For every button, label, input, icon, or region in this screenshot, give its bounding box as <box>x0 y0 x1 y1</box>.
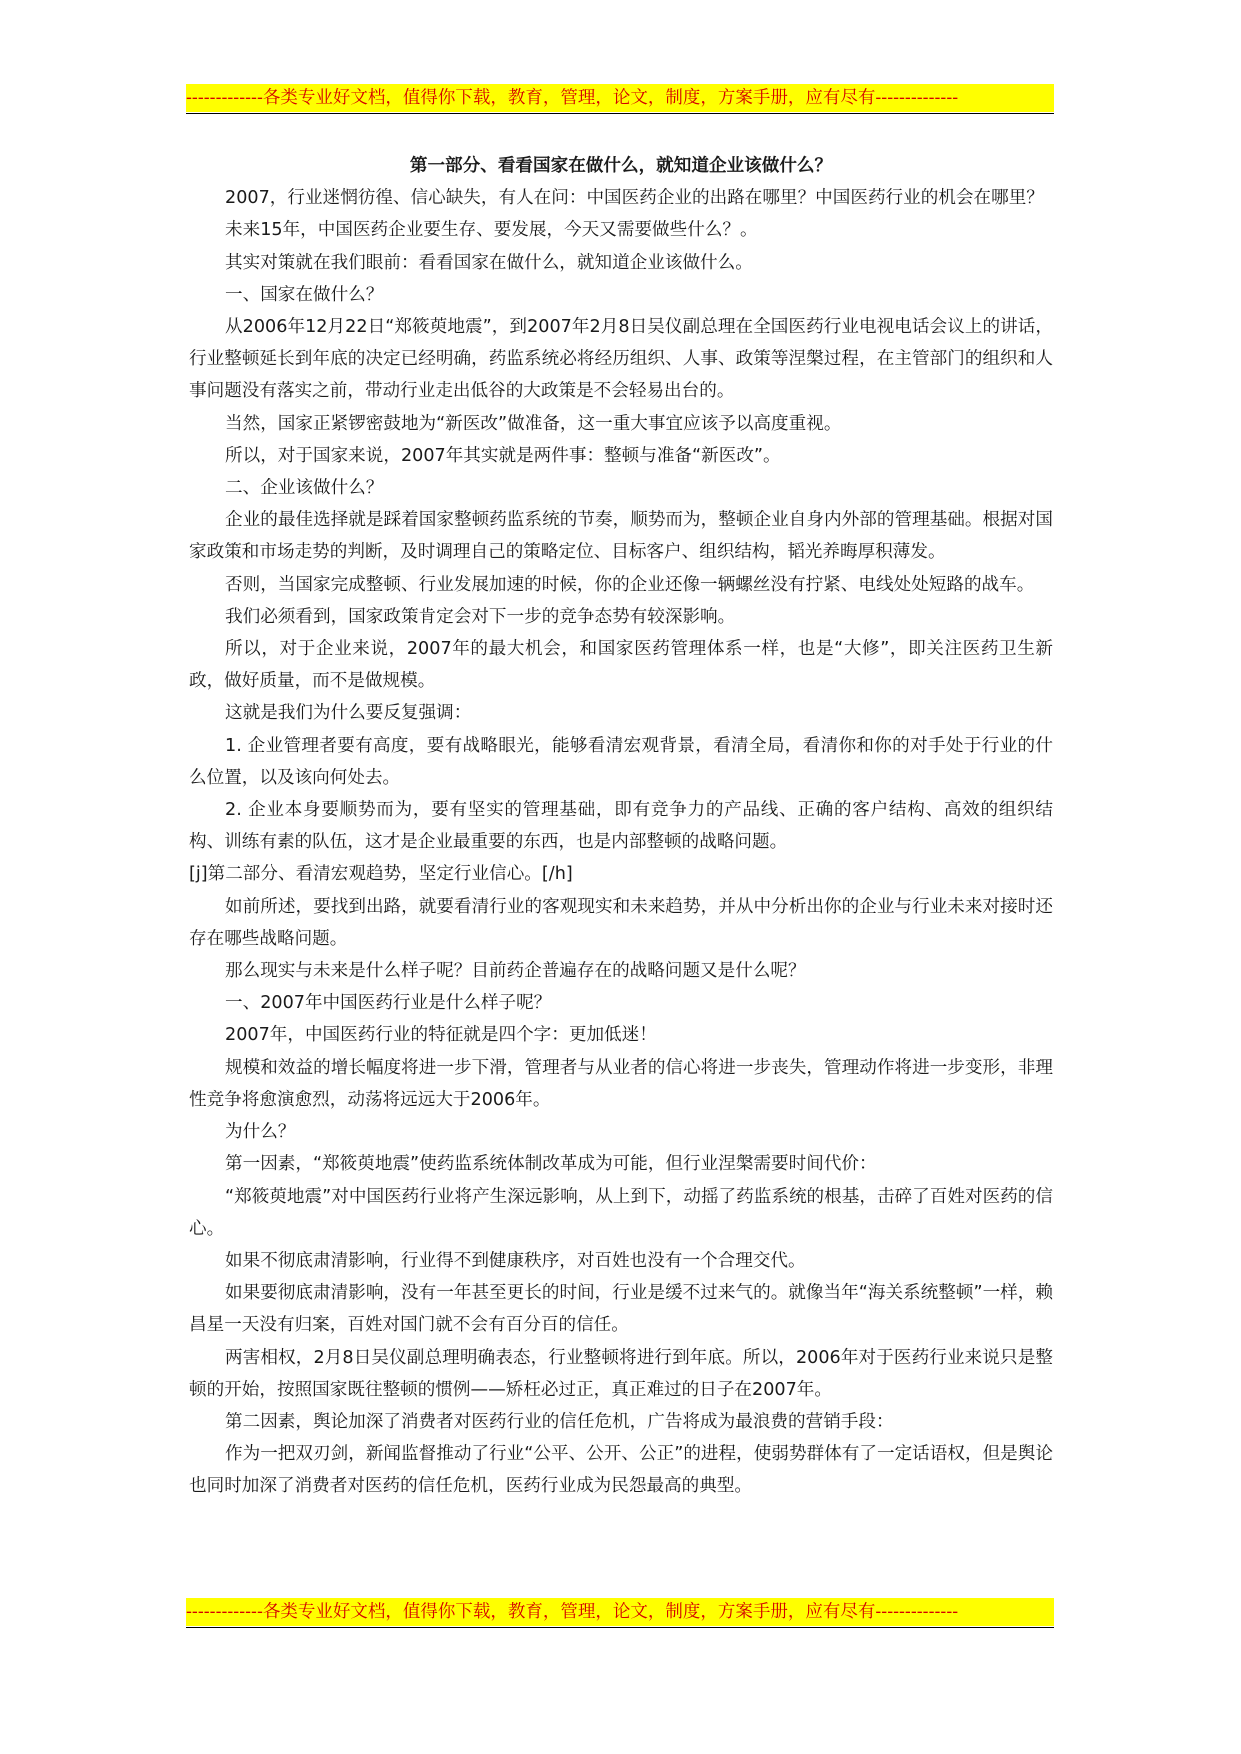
paragraph: 我们必须看到，国家政策肯定会对下一步的竞争态势有较深影响。 <box>225 606 736 627</box>
paragraph: 为什么？ <box>225 1122 296 1143</box>
paragraph: 如果不彻底肃清影响，行业得不到健康秩序，对百姓也没有一个合理交代。 <box>225 1250 806 1271</box>
header-banner: -------------各类专业好文档，值得你下载，教育，管理，论文，制度，方案手册，应有尽有-------------- <box>186 84 1054 112</box>
paragraph: 未来15年，中国医药企业要生存、要发展，今天又需要做些什么？。 <box>225 220 758 241</box>
paragraph: 二、企业该做什么？ <box>225 478 384 499</box>
header-rule <box>186 113 1054 114</box>
footer-rule <box>186 1627 1054 1628</box>
paragraph: 第二因素，舆论加深了消费者对医药行业的信任危机，广告将成为最浪费的营销手段： <box>225 1411 894 1432</box>
section-2-heading: [j]第二部分、看清宏观趋势，坚定行业信心。[/h] <box>189 864 573 885</box>
paragraph: 从2006年12月22日“郑筱萸地震”，到2007年2月8日吴仪副总理在全国医药行业电视电话会议上的讲话，行业整顿延长到年底的决定已经明确，药监系统必将经历组织、人事、政策等涅槃过程，在主管部门的组织和人事问题没有落实之前，带动行业走出低谷的大政策是不会轻易出台的。 <box>189 317 1053 402</box>
document-body <box>189 150 1053 1503</box>
paragraph: 一、国家在做什么？ <box>225 284 384 305</box>
paragraph: 一、2007年中国医药行业是什么样子呢？ <box>225 993 552 1014</box>
paragraph: 第一因素，“郑筱萸地震”使药监系统体制改革成为可能，但行业涅槃需要时间代价： <box>225 1154 877 1175</box>
paragraph: 所以，对于企业来说，2007年的最大机会，和国家医药管理体系一样，也是“大修”，即关注医药卫生新政，做好质量，而不是做规模。 <box>189 639 1053 692</box>
paragraph: 其实对策就在我们眼前：看看国家在做什么，就知道企业该做什么。 <box>225 252 753 273</box>
paragraph: 如果要彻底肃清影响，没有一年甚至更长的时间，行业是缓不过来气的。就像当年“海关系统整顿”一样，赖昌星一天没有归案，百姓对国门就不会有百分百的信任。 <box>189 1283 1053 1336</box>
paragraph: 两害相权，2月8日吴仪副总理明确表态，行业整顿将进行到年底。所以，2006年对于医药行业来说只是整顿的开始，按照国家既往整顿的惯例——矫枉必过正，真正难过的日子在2007年。 <box>189 1347 1053 1400</box>
section-2-paragraphs <box>189 891 1053 1503</box>
section-title: 第一部分、看看国家在做什么，就知道企业该做什么？ <box>409 156 833 176</box>
section-1-paragraphs <box>189 182 1053 858</box>
paragraph: 2007，行业迷惘彷徨、信心缺失，有人在问：中国医药企业的出路在哪里？中国医药行业的机会在哪里？ <box>225 188 1044 209</box>
paragraph: 企业的最佳选择就是踩着国家整顿药监系统的节奏，顺势而为，整顿企业自身内外部的管理基础。根据对国家政策和市场走势的判断，及时调理自己的策略定位、目标客户、组织结构，韬光养晦厚积薄发。 <box>189 510 1053 563</box>
paragraph: 1. 企业管理者要有高度，要有战略眼光，能够看清宏观背景，看清全局，看清你和你的对手处于行业的什么位置，以及该向何处去。 <box>189 735 1053 788</box>
paragraph: 作为一把双刃剑，新闻监督推动了行业“公平、公开、公正”的进程，使弱势群体有了一定话语权，但是舆论也同时加深了消费者对医药的信任危机，医药行业成为民怨最高的典型。 <box>189 1444 1053 1497</box>
paragraph: 否则，当国家完成整顿、行业发展加速的时候，你的企业还像一辆螺丝没有拧紧、电线处处短路的战车。 <box>225 574 1035 595</box>
paragraph: 这就是我们为什么要反复强调： <box>225 703 472 724</box>
paragraph: 当然，国家正紧锣密鼓地为“新医改”做准备，这一重大事宜应该予以高度重视。 <box>225 413 842 434</box>
paragraph: 所以，对于国家来说，2007年其实就是两件事：整顿与准备“新医改”。 <box>225 445 781 466</box>
paragraph: 2. 企业本身要顺势而为，要有坚实的管理基础，即有竞争力的产品线、正确的客户结构、高效的组织结构、训练有素的队伍，这才是企业最重要的东西，也是内部整顿的战略问题。 <box>189 800 1053 853</box>
paragraph: 规模和效益的增长幅度将进一步下滑，管理者与从业者的信心将进一步丧失，管理动作将进一步变形，非理性竞争将愈演愈烈，动荡将远远大于2006年。 <box>189 1057 1053 1110</box>
paragraph: 那么现实与未来是什么样子呢？目前药企普遍存在的战略问题又是什么呢？ <box>225 961 806 982</box>
paragraph: “郑筱萸地震”对中国医药行业将产生深远影响，从上到下，动摇了药监系统的根基，击碎了百姓对医药的信心。 <box>189 1186 1053 1239</box>
footer-banner: -------------各类专业好文档，值得你下载，教育，管理，论文，制度，方案手册，应有尽有-------------- <box>186 1598 1054 1626</box>
paragraph: 2007年，中国医药行业的特征就是四个字：更加低迷！ <box>225 1025 657 1046</box>
paragraph: 如前所述，要找到出路，就要看清行业的客观现实和未来趋势，并从中分析出你的企业与行业未来对接时还存在哪些战略问题。 <box>189 896 1053 949</box>
